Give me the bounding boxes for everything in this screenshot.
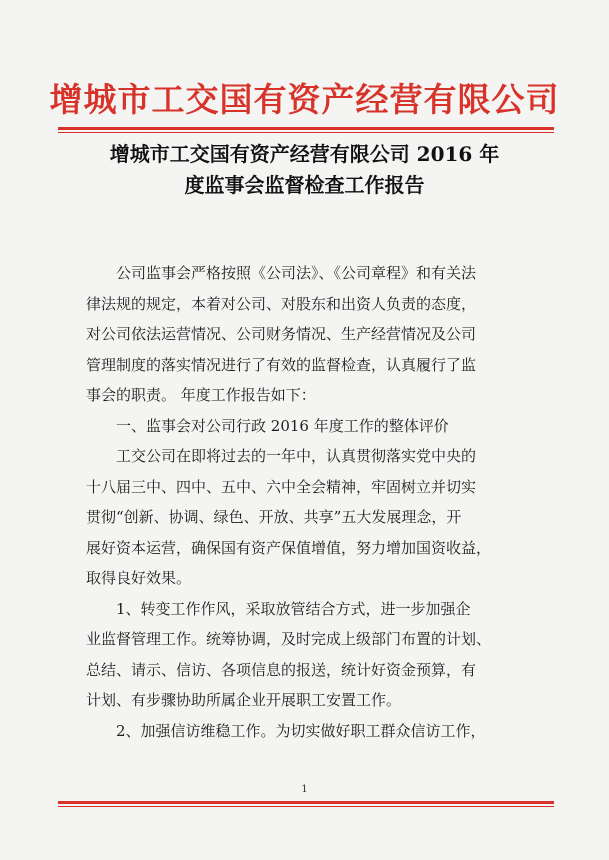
report-title-line-2: 度监事会监督检查工作报告: [184, 173, 425, 197]
report-body: [86, 258, 526, 746]
body-line: 取得良好效果。: [86, 569, 192, 587]
section-heading: 一、监事会对公司行政 2016 年度工作的整体评价: [116, 416, 449, 435]
body-line: 对公司依法运营情况、公司财务情况、生产经营情况及公司: [86, 325, 477, 343]
body-line: 1、转变工作作风，采取放管结合方式，进一步加强企: [116, 599, 471, 618]
body-line: 工交公司在即将过去的一年中，认真贯彻落实党中央的: [116, 447, 477, 465]
body-line: 公司监事会严格按照《公司法》、《公司章程》和有关法: [116, 264, 477, 282]
body-line: 业监督管理工作。统筹协调，及时完成上级部门布置的计划、: [86, 630, 492, 648]
body-line: 展好资本运营，确保国有资产保值增值，努力增加国资收益，: [86, 538, 492, 557]
page-number: 1: [301, 784, 308, 795]
body-line: 事会的职责。 年度工作报告如下：: [86, 386, 316, 404]
body-line: 总结、请示、信访、各项信息的报送，统计好资金预算，有: [86, 660, 477, 679]
letterhead-rule-thick: [58, 127, 554, 130]
body-line: 2、加强信访维稳工作。为切实做好职工群众信访工作，: [116, 721, 486, 740]
footer-rule-thick: [58, 801, 554, 804]
body-line: 计划、有步骤协助所属企业开展职工安置工作。: [86, 691, 402, 709]
body-line: 管理制度的落实情况进行了有效的监督检查，认真履行了监: [86, 355, 477, 374]
letterhead-rule-thin: [58, 132, 554, 133]
body-line: 十八届三中、四中、五中、六中全会精神，牢固树立并切实: [86, 477, 477, 496]
body-line: 律法规的规定，本着对公司、对股东和出资人负责的态度，: [86, 294, 477, 313]
body-line: 贯彻“创新、协调、绿色、开放、共享”五大发展理念，开: [86, 508, 462, 526]
footer-rule-thin: [58, 806, 554, 807]
report-title-line-1: 增城市工交国有资产经营有限公司 2016 年: [109, 142, 500, 166]
letterhead-company-name: 增城市工交国有资产经营有限公司: [49, 80, 560, 119]
